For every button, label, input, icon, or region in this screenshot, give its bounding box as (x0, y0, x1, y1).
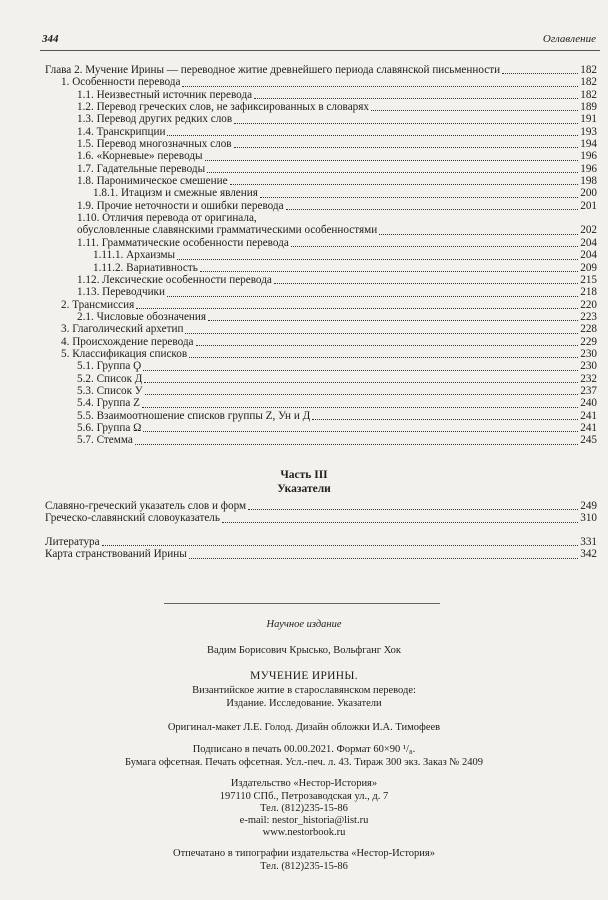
toc-entry-title: 1.10. Отличия перевода от оригинала, (77, 212, 257, 225)
toc-entry-title: 1.7. Гадательные переводы (77, 162, 206, 175)
toc-entry-page: 182 (580, 76, 597, 89)
toc-entry-page: 189 (580, 101, 597, 114)
leader-dots (135, 434, 578, 445)
leader-dots (167, 125, 578, 136)
toc-entry-title: 1.6. «Корневые» переводы (77, 150, 203, 163)
toc-entry (45, 126, 597, 138)
toc-entry-title: 1.11.1. Архаизмы (93, 249, 176, 262)
toc-entry (45, 138, 597, 150)
leader-dots (286, 199, 579, 210)
toc-entry-page: 204 (580, 236, 597, 249)
appendix-list (45, 536, 597, 561)
toc-entry (45, 360, 597, 372)
toc-entry (45, 348, 597, 360)
imprint-block (0, 619, 608, 632)
leader-dots (102, 535, 579, 546)
toc-entry-title: 5.7. Стемма (77, 434, 133, 447)
toc-entry-title: 1.1. Неизвестный источник перевода (77, 88, 253, 101)
toc-entry (45, 212, 597, 224)
toc-entry-title: 5. Классификация списков (61, 347, 188, 360)
toc-entry-title: обусловленные славянскими грамматическими особенностями (77, 224, 378, 237)
toc-entry-page: 220 (580, 298, 597, 311)
toc-entry (45, 548, 597, 560)
toc-entry-title: 1.2. Перевод греческих слов, не зафиксированных в словарях (77, 101, 369, 114)
leader-dots (234, 137, 579, 148)
publisher-address: 197110 СПб., Петрозаводская ул., д. 7 (219, 791, 389, 802)
toc-entry-title: 1.3. Перевод других редких слов (77, 113, 233, 126)
toc-entry-title: 1.11.2. Вариативность (93, 261, 198, 274)
toc-entry-page: 310 (580, 512, 597, 525)
leader-dots (144, 372, 578, 383)
toc-entry (45, 187, 597, 199)
toc-entry-page: 182 (580, 88, 597, 101)
toc-entry-page: 215 (580, 273, 597, 286)
toc-entry-page: 241 (580, 421, 597, 434)
toc-entry-title: 1.11. Грамматические особенности перевода (77, 236, 289, 249)
toc-entry (45, 113, 597, 125)
toc-entry-title: 1.4. Транскрипции (77, 125, 166, 138)
toc-entry-page: 198 (580, 175, 597, 188)
toc-entry (45, 422, 597, 434)
leader-dots (185, 323, 578, 334)
toc-entry-title: 1.9. Прочие неточности и ошибки перевода (77, 199, 284, 212)
toc-entry-page: 230 (580, 360, 597, 373)
index-list (45, 500, 597, 525)
part-title: Указатели (277, 483, 331, 495)
toc-entry (45, 249, 597, 261)
toc-entry (45, 175, 597, 187)
publisher-email: e-mail: nestor_historia@list.ru (239, 815, 369, 826)
toc-entry-title: 5.6. Группа Ω (77, 421, 142, 434)
toc-entry-page: 245 (580, 434, 597, 447)
toc-entry-page: 194 (580, 138, 597, 151)
print-signed: Подписано в печать 00.00.2021. Формат 60×90 ¹/₈. (192, 744, 416, 755)
toc-entry (45, 64, 597, 76)
leader-dots (371, 100, 578, 111)
toc-entry (45, 323, 597, 335)
publisher: Издательство «Нестор-История» (230, 778, 378, 789)
printed-at: Отпечатано в типографии издательства «Нестор-История» (173, 848, 435, 859)
leader-dots (502, 63, 578, 74)
leader-dots (143, 421, 578, 432)
toc-entry (45, 397, 597, 409)
toc-entry-title: 3. Глаголический архетип (61, 323, 184, 336)
toc-entry-page: 249 (580, 500, 597, 512)
toc-entry (45, 150, 597, 162)
toc-entry-title: 2.1. Числовые обозначения (77, 310, 207, 323)
toc-entry-title: 1.13. Переводчики (77, 286, 165, 299)
toc-entry (45, 89, 597, 101)
leader-dots (291, 236, 578, 247)
toc-entry (45, 237, 597, 249)
toc-entry (45, 385, 597, 397)
leader-dots (189, 548, 578, 559)
authors: Вадим Борисович Крысько, Вольфганг Хок (207, 645, 401, 656)
toc-entry-title: 5.1. Группа Ϙ (77, 360, 142, 373)
toc-entry-page: 223 (580, 310, 597, 323)
toc-entry-page: 204 (580, 249, 597, 262)
leader-dots (260, 187, 578, 198)
leader-dots (136, 298, 578, 309)
toc-entry-page: 196 (580, 150, 597, 163)
toc-entry (45, 500, 597, 512)
part-number: Часть III (280, 469, 328, 481)
divider (164, 603, 440, 604)
leader-dots (142, 397, 578, 408)
page-number: 344 (42, 33, 59, 45)
leader-dots (200, 261, 578, 272)
toc-entry (45, 311, 597, 323)
toc-entry (45, 200, 597, 212)
toc-entry (45, 163, 597, 175)
toc-entry-title: Славяно-греческий указатель слов и форм (45, 500, 247, 512)
toc-entry-title: 2. Трансмиссия (61, 298, 135, 311)
toc-entry-title: Греческо-славянский словоуказатель (45, 512, 220, 525)
toc-entry-page: 191 (580, 113, 597, 126)
leader-dots (208, 310, 578, 321)
part-heading (0, 468, 608, 496)
toc-entry (45, 299, 597, 311)
leader-dots (207, 162, 578, 173)
leader-dots (143, 360, 578, 371)
toc-entry-page: 230 (580, 347, 597, 360)
toc-entry-title: Карта странствований Ирины (45, 548, 187, 561)
edition-type: Научное издание (266, 619, 342, 630)
toc-entry (45, 373, 597, 385)
leader-dots (205, 150, 579, 161)
toc-entry (45, 101, 597, 113)
toc-entry-page: 237 (580, 384, 597, 397)
leader-dots (248, 499, 578, 510)
toc-entry (45, 76, 597, 88)
print-details: Бумага офсетная. Печать офсетная. Усл.-печ. л. 43. Тираж 300 экз. Заказ № 2409 (125, 757, 483, 768)
toc-entry (45, 262, 597, 274)
leader-dots (230, 174, 579, 185)
printed-phone: Тел. (812)235-15-86 (260, 861, 348, 872)
toc-entry-page: 342 (580, 548, 597, 561)
running-title: Оглавление (542, 33, 596, 45)
toc-entry-title: 5.2. Список Д (77, 372, 143, 385)
toc-entry (45, 512, 597, 524)
toc-entry (45, 336, 597, 348)
toc-entry-title: Глава 2. Мучение Ирины — переводное житие древнейшего периода славянской письменности (45, 64, 501, 76)
toc-entry-page: 229 (580, 335, 597, 348)
credits: Оригинал-макет Л.Е. Голод. Дизайн обложки И.А. Тимофеев (167, 722, 441, 733)
leader-dots (234, 113, 578, 124)
book-subtitle-2: Издание. Исследование. Указатели (226, 698, 382, 709)
leader-dots (254, 88, 578, 99)
leader-dots (222, 512, 578, 523)
toc-entry-page: 228 (580, 323, 597, 336)
toc-entry-title: 1.12. Лексические особенности перевода (77, 273, 272, 286)
toc-entry (45, 410, 597, 422)
toc-entry (45, 224, 597, 236)
toc-entry (45, 536, 597, 548)
toc-entry-page: 240 (580, 397, 597, 410)
leader-dots (167, 286, 578, 297)
toc-entry (45, 434, 597, 446)
toc-entry-page: 241 (580, 409, 597, 422)
toc-entry-title: 1. Особенности перевода (61, 76, 181, 89)
book-subtitle: Византийское житие в старославянском переводе: (192, 685, 416, 696)
leader-dots (274, 273, 578, 284)
toc-entry (45, 286, 597, 298)
toc-entry-page: 232 (580, 372, 597, 385)
toc-entry-title: 1.8.1. Итацизм и смежные явления (93, 187, 258, 200)
toc-entry-title: 5.3. Список У (77, 384, 143, 397)
publisher-phone: Тел. (812)235-15-86 (260, 803, 348, 814)
leader-dots (196, 335, 579, 346)
page-header (40, 30, 600, 51)
toc-entry-page: 182 (580, 64, 597, 76)
toc-entry-title: 1.5. Перевод многозначных слов (77, 138, 232, 151)
toc-entry-page: 196 (580, 162, 597, 175)
leader-dots (145, 384, 578, 395)
toc-entry-page: 200 (580, 187, 597, 200)
leader-dots (189, 347, 578, 358)
toc-entry-page: 193 (580, 125, 597, 138)
toc-entry-title: 1.8. Паронимическое смешение (77, 175, 228, 188)
publisher-website: www.nestorbook.ru (262, 827, 346, 838)
toc-entry-page: 202 (580, 224, 597, 237)
toc-entry (45, 274, 597, 286)
leader-dots (177, 249, 578, 260)
book-title: МУЧЕНИЕ ИРИНЫ. (250, 670, 358, 682)
toc-entry-page: 201 (580, 199, 597, 212)
leader-dots (182, 76, 578, 87)
toc-entry-title: 5.5. Взаимоотношение списков группы Z, Ун и Д (77, 409, 311, 422)
toc-entry-title: 5.4. Группа Z (77, 397, 140, 410)
toc-entry-page: 331 (580, 536, 597, 548)
table-of-contents (45, 64, 597, 447)
toc-entry-title: 4. Происхождение перевода (61, 335, 194, 348)
toc-entry-page: 209 (580, 261, 597, 274)
toc-entry-title: Литература (45, 536, 100, 548)
leader-dots (312, 409, 578, 420)
leader-dots (379, 224, 578, 235)
toc-entry-page: 218 (580, 286, 597, 299)
